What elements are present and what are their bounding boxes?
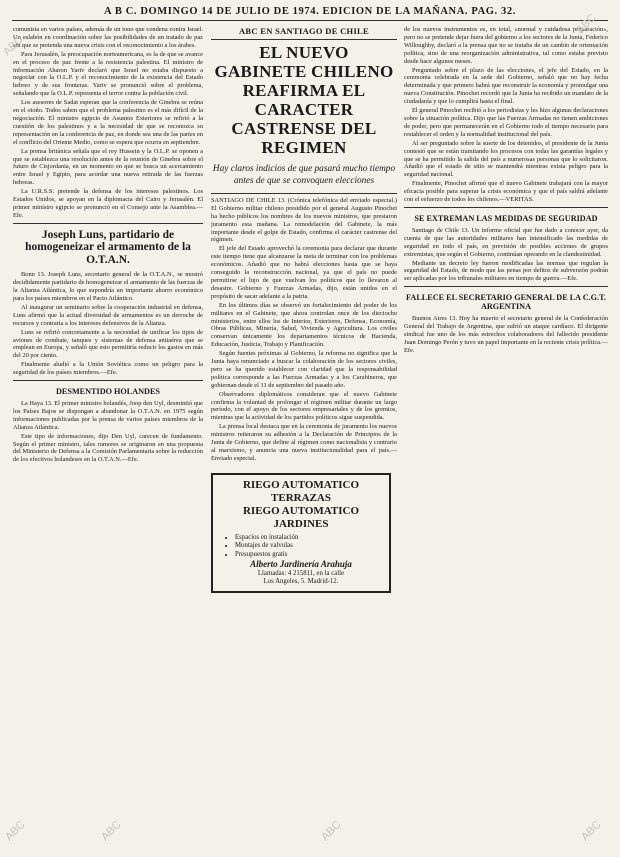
article-paragraph: Al inaugurar un seminario sobre la cooperación industrial en defensa, Luns afirmó que la actual diversidad de armamentos es un derroche de recursos y contraria a los intereses defensivos de la Alianza.: [13, 303, 203, 327]
article-paragraph: El jefe del Estado aprovechó la ceremonia para declarar que durante este tiempo tiene que alcanzarse la meta de terminar con los problemas económicos. Añadió que no habrá elecciones hasta que se haya conseguido la reconstrucción nacional, ya que el país no puede permitirse el lujo de que vuelvan los políticos que lo llevaron al desastre. Gobierno y Fuerzas Armadas, dijo, están unidos en el propósito de sacar adelante a la patria.: [211, 245, 397, 300]
headline-medidas-seguridad: SE EXTREMAN LAS MEDIDAS DE SEGURIDAD: [414, 213, 598, 223]
article-paragraph: SANTIAGO DE CHILE 13. (Crónica telefónica del enviado especial.) El Gobierno militar chileno presidido por el general Augusto Pinochet ha hecho públicos los nombres de los nuevos ministros, que prestaron juramento esta mañana. La remodelación del Gabinete, la más importante desde el golpe de Estado, confirma el carácter castrense del régimen.: [211, 196, 397, 244]
article-paragraph: Luns se refirió concretamente a la necesidad de unificar los tipos de aviones de combate, tanques y sistemas de defensa antiaérea que se emplean en Europa, y señaló que esto permitiría reducir los gastos en más del 20 por ciento.: [13, 328, 203, 360]
divider: [211, 193, 397, 194]
article-paragraph: Preguntado sobre el plazo de las elecciones, el jefe del Estado, en la ceremonia celebrada en la sede del Gobierno, señaló que no hay fecha determinada y que primero habrá que reconstruir la economía y promulgar una nueva Constitución. Pinochet recordó que la Junta ha recibido un mandato de la ciudadanía y que lo cumplirá hasta el final.: [404, 66, 608, 106]
article-paragraph: Santiago de Chile 13. Un informe oficial que fue dado a conocer ayer, da cuenta de que las autoridades militares han intensificado las medidas de seguridad en todo el país, en previsión de posibles acciones de grupos extremistas, que según el Gobierno, continúan operando en la clandestinidad.: [404, 226, 608, 258]
article-paragraph: La prensa local destaca que en la ceremonia de juramento los nuevos ministros reiteraron su adhesión a la Declaración de Principios de la Junta de Gobierno, que define al régimen como nacionalista y contrario al marxismo, y anuncia una nueva institucionalidad para el país.—Enviado especial.: [211, 423, 397, 462]
article-paragraph: En los últimos días se observó un fortalecimiento del poder de los militares en el Gabinete, que ahora controlan once de los dieciocho ministerios, entre ellos los de Interior, Exteriores, Defensa, Economía, Obras Públicas, Minería, Salud, Vivienda y Agricultura. Los civiles conservan únicamente los departamentos técnicos de Hacienda, Educación, Justicia, Trabajo y Planificación.: [211, 301, 397, 349]
ad-line-terrazas: RIEGO AUTOMATICO TERRAZAS: [242, 478, 360, 504]
watermark: ABC: [99, 818, 124, 844]
article-paragraph: Al ser preguntado sobre la suerte de los detenidos, el presidente de la Junta contestó que se están tramitando los procesos con todas las garantías legales y que se ha permitido la salida del país a numerosas personas que lo solicitaron. Añadió que el estado de sitio se mantendrá mientras exista peligro para la seguridad nacional.: [404, 139, 608, 179]
list-item: • Espacios en instalación: [235, 534, 385, 542]
article-paragraph: La Haya 13. El primer ministro holandés, Joop den Uyl, desmintió que los Países Bajos se dispongan a abandonar la O.T.A.N. en 1975 según informaciones publicadas por la prensa de varios países miembros de la Alianza Atlántica.: [13, 400, 203, 431]
headline-fallece: FALLECE EL SECRETARIO GENERAL DE LA C.G.T. ARGENTINA: [406, 293, 606, 312]
column-right: [404, 26, 608, 846]
divider: [13, 223, 203, 224]
ad-brand: Alberto Jardinería Arahuja: [250, 559, 352, 570]
watermark: ABC: [319, 818, 344, 844]
article-paragraph: Finalmente aludió a la Unión Soviética como un peligro para la seguridad de los países miembros.—Efe.: [13, 361, 203, 377]
ad-address: Llamadas: 4 215811, en la calle: [257, 569, 345, 577]
watermark: ABC: [1, 33, 26, 59]
subheadline: Hay claros indicios de que pasará mucho tiempo antes de que se convoquen elecciones: [212, 163, 396, 186]
list-item: • Montajes de valvulas: [235, 542, 385, 550]
article-paragraph: Bonn 13. Joseph Luns, secretario general de la O.T.A.N., se mostró decididamente partidario de homogeneizar el armamento de las fuerzas de la Alianza Atlántica, lo que supondría un importante ahorro económico para los países miembros en el Pacto Atlántico.: [13, 271, 203, 302]
divider: [404, 286, 608, 287]
article-paragraph: Observadores diplomáticos consideran que el nuevo Gabinete confirma la voluntad de prolongar el régimen militar durante un largo período, con el apoyo de los sectores empresariales y de los gremios, mientras que la actividad de los partidos políticos sigue suspendida.: [211, 390, 397, 422]
advertisement-riego: [211, 473, 391, 593]
divider: [404, 207, 608, 208]
article-paragraph: Mediante un decreto ley fueron modificadas las normas que regulan la seguridad del Estado, de modo que las penas por delitos de subversión podrán ser aplicadas por los tribunales militares en tiempo de guerra.—Efe.: [404, 259, 608, 283]
section-kicker: ABC EN SANTIAGO DE CHILE: [238, 26, 369, 36]
article-paragraph: Según fuentes próximas al Gobierno, la reforma no significa que la Junta haya renunciado a buscar la colaboración de los sectores civiles, pero se ha querido establecer con claridad que la responsabilidad política corresponde a las Fuerzas Armadas y a los Carabineros, que gobiernan desde el 11 de septiembre del pasado año.: [211, 350, 397, 389]
article-paragraph: comunista en varios países, además de un tono que condena contra Israel. Un eslabón en coordinación sobre las posibilidades de un tratado de paz sin que se pretenda una nueva crisis con el reconocimiento a los árabes.: [13, 26, 203, 49]
article-paragraph: El general Pinochet recibió a los periodistas y les hizo algunas declaraciones sobre la situación política. Dijo que las Fuerzas Armadas no tienen ambiciones de poder, pero que permanecerán en el Gobierno todo el tiempo necesario para restablecer el orden y la normalidad institucional del país.: [404, 107, 608, 138]
watermark: ABC: [574, 11, 599, 37]
article-paragraph: Para Jerusalén, la preocupación norteamericana, es la de que se avance en el proceso de paz frente a la resistencia palestina. El ministro de información Aharon Yariv declaró que Israel no estaba dispuesto a negociar con la O.L.P. y el reconocimiento de la existencia del Estado hebreo y de sus fronteras. Yariv se pronunció sobre el problema, señalando que la O.L.P. representa el terror contra la población civil.: [13, 50, 203, 98]
headline-chile: EL NUEVO GABINETE CHILENO REAFIRMA EL CARACTER CASTRENSE DEL REGIMEN: [214, 42, 394, 157]
ad-address: Los Angeles, 5. Madrid-12.: [263, 578, 339, 586]
article-paragraph: La prensa británica señala que el rey Hussein y la O.L.P. se oponen a que se establezca una resolución antes de la reunión de Ginebra sobre el futuro de Cisjordania, en un momento en que se busca un acercamiento entre Israel y Egipto, para acordar una nueva retirada de las fuerzas hebreas.: [13, 147, 203, 187]
article-paragraph: Este tipo de informaciones, dijo Den Uyl, carecen de fundamento. Según el primer ministro, tales rumores se originaron en una propuesta del Ministerio de Defensa a la Comisión Parlamentaria sobre la reducción de los efectivos holandeses en la O.T.A.N.—Efe.: [13, 432, 203, 464]
divider: [13, 380, 203, 381]
watermark: ABC: [579, 818, 604, 844]
list-item: • Presupuestos gratis: [235, 551, 385, 559]
article-paragraph: Buenos Aires 13. Hoy ha muerto el secretario general de la Confederación General del Trabajo de Argentina, que sufrió un ataque cardíaco. El dirigente sindical fue uno de los más estrechos colaboradores del fallecido presidente Juan Domingo Perón y tuvo un papel importante en la reciente crisis política.—Efe.: [404, 315, 608, 354]
divider: [211, 39, 397, 40]
headline-desmentido: DESMENTIDO HOLANDES: [56, 387, 160, 397]
article-paragraph: de los nuevos instrumentos es, en total, «normal y cuidadosa preparación», pero no se pretende dejar fuera del gobierno a los sectores de la Junta, Federico Willoughby, declaró a la prensa que no se trataba de un cambio de orientación política, sino de una reorganización administrativa, tal como estaba previsto desde hace algunos meses.: [404, 26, 608, 65]
article-paragraph: La U.R.S.S. pretende la defensa de los intereses palestinos. Los Estados Unidos, se apoyan en la diplomacia del Cairo y Jerusalén. El primer ministro egipcio se pronunció en el Consejo ante la Asamblea.—Efe.: [13, 188, 203, 219]
watermark: ABC: [3, 818, 28, 844]
ad-list: [217, 534, 385, 559]
column-left: [13, 26, 203, 846]
page-header: A B C. DOMINGO 14 DE JULIO DE 1974. EDICION DE LA MAÑANA. PAG. 32.: [12, 6, 608, 21]
headline-joseph-luns: Joseph Luns, partidario de homogeneizar el armamento de la O.T.A.N.: [25, 228, 191, 266]
article-paragraph: Los asesores de Sadat esperan que la conferencia de Ginebra se reúna en el otoño. Todos saben que el problema palestino es el más difícil de la negociación. El ministro egipcio de Asuntos Exteriores se refirió a la cuestión de los palestinos y a la necesidad de que se reconozca su representación en la conferencia de paz, en donde sea una de las partes en el conflicto del Oriente Medio, como se espera que ocurra en septiembre.: [13, 99, 203, 146]
article-paragraph: Finalmente, Pinochet afirmó que el nuevo Gabinete trabajará con la mayor eficacia posible para superar la crisis económica y que el país saldrá adelante con el esfuerzo de todos los chilenos.—VERITAS.: [404, 180, 608, 204]
column-center: [211, 26, 397, 846]
ad-line-jardines: RIEGO AUTOMATICO JARDINES: [242, 504, 360, 530]
